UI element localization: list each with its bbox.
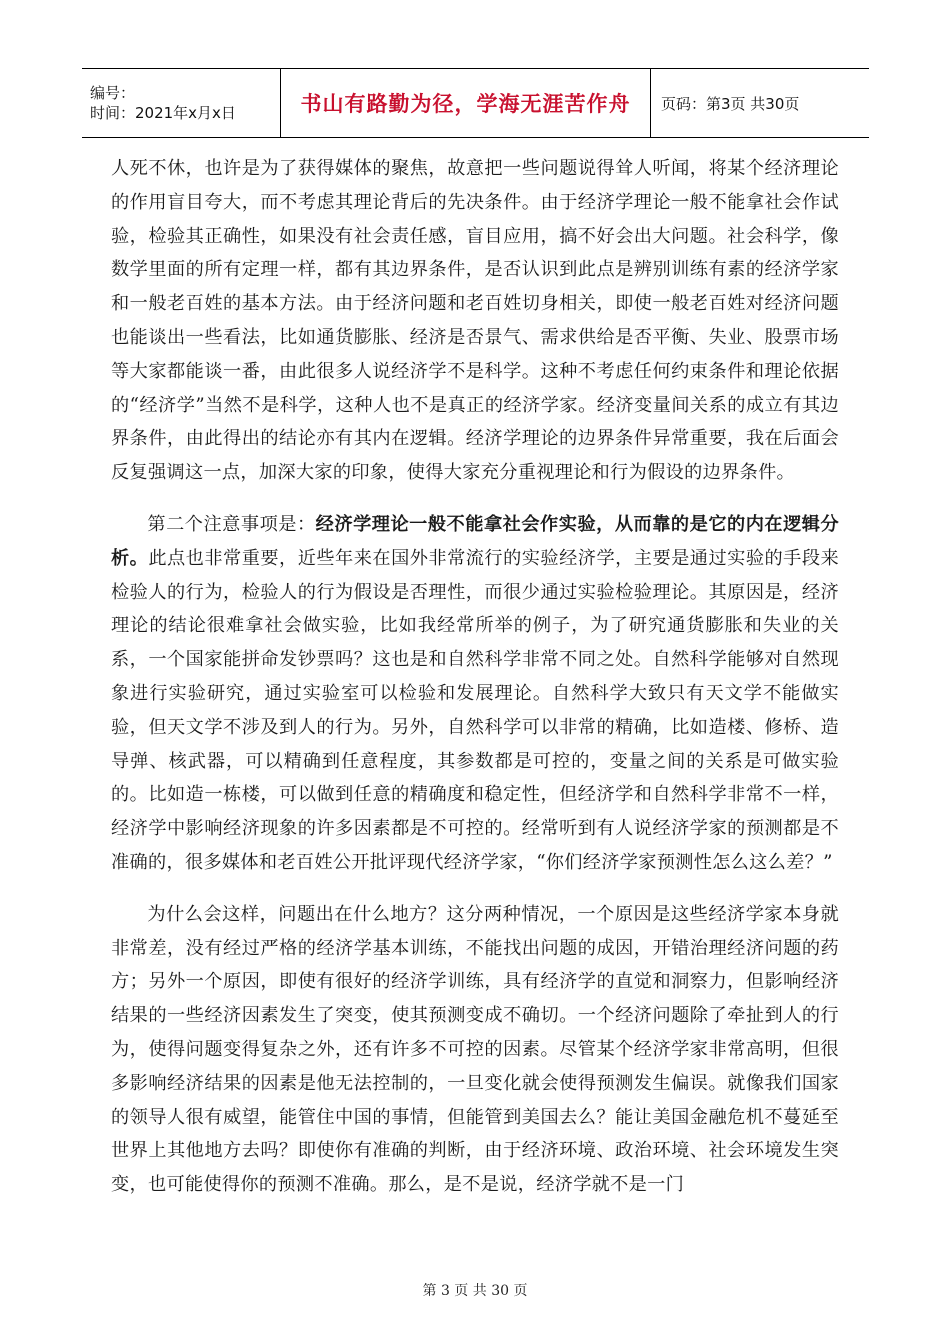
paragraph-2-rest: 此点也非常重要，近些年来在国外非常流行的实验经济学，主要是通过实验的手段来检验人的行为，检验人的行为假设是否理性，而很少通过实验检验理论。其原因是，经济理论的结论很难拿社会做实验，比如我经常所举的例子，为了研究通货膨胀和失业的关系，一个国家能拼命发钞票吗？这也是和自然科学非常不同之处。自然科学能够对自然现象进行实验研究，通过实验室可以检验和发展理论。自然科学大致只有天文学不能做实验，但天文学不涉及到人的行为。另外，自然科学可以非常的精确，比如造楼、修桥、造导弹、核武器，可以精确到任意程度，其参数都是可控的，变量之间的关系是可做实验的。比如造一栋楼，可以做到任意的精确度和稳定性，但经济学和自然科学非常不一样，经济学中影响经济现象的许多因素都是不可控的。经常听到有人说经济学家的预测都是不准确的，很多媒体和老百姓公开批评现代经济学家，“你们经济学家预测性怎么这么差？” — [111, 547, 839, 873]
header-page-number: 页码：第3页 共30页 — [661, 94, 800, 113]
paragraph-2-lead: 第二个注意事项是： — [147, 513, 316, 535]
paragraph-2-emphasis: 经济学理论一般不能拿社会作实验，从而靠的是它的内在逻辑分析。 — [111, 513, 839, 569]
document-body — [111, 152, 839, 1220]
page-header — [82, 68, 869, 138]
footer-page-number: 第 3 页 共 30 页 — [422, 1283, 528, 1299]
page-footer — [0, 1280, 950, 1300]
document-number-label: 编号： — [90, 84, 136, 102]
header-page-cell — [651, 69, 869, 137]
header-motto-cell — [280, 69, 651, 137]
document-date-label: 时间：2021年x月x日 — [90, 104, 236, 122]
paragraph-3: 为什么会这样，问题出在什么地方？这分两种情况，一个原因是这些经济学家本身就非常差，没有经过严格的经济学基本训练，不能找出问题的成因，开错治理经济问题的药方；另外一个原因，即使有很好的经济学训练，具有经济学的直觉和洞察力，但影响经济结果的一些经济因素发生了突变，使其预测变成不确切。一个经济问题除了牵扯到人的行为，使得问题变得复杂之外，还有许多不可控的因素。尽管某个经济学家非常高明，但很多影响经济结果的因素是他无法控制的，一旦变化就会使得预测发生偏误。就像我们国家的领导人很有威望，能管住中国的事情，但能管到美国去么？能让美国金融危机不蔓延至世界上其他地方去吗？即使你有准确的判断，由于经济环境、政治环境、社会环境发生突变，也可能使得你的预测不准确。那么，是不是说，经济学就不是一门 — [111, 903, 839, 1196]
paragraph-2 — [111, 508, 839, 880]
header-meta — [82, 69, 280, 137]
header-motto: 书山有路勤为径，学海无涯苦作舟 — [300, 92, 631, 116]
paragraph-1: 人死不休，也许是为了获得媒体的聚焦，故意把一些问题说得耸人听闻，将某个经济理论的作用盲目夸大，而不考虑其理论背后的先决条件。由于经济学理论一般不能拿社会作试验，检验其正确性，如果没有社会责任感，盲目应用，搞不好会出大问题。社会科学，像数学里面的所有定理一样，都有其边界条件，是否认识到此点是辨别训练有素的经济学家和一般老百姓的基本方法。由于经济问题和老百姓切身相关，即使一般老百姓对经济问题也能谈出一些看法，比如通货膨胀、经济是否景气、需求供给是否平衡、失业、股票市场等大家都能谈一番，由此很多人说经济学不是科学。这种不考虑任何约束条件和理论依据的“经济学”当然不是科学，这种人也不是真正的经济学家。经济变量间关系的成立有其边界条件，由此得出的结论亦有其内在逻辑。经济学理论的边界条件异常重要，我在后面会反复强调这一点，加深大家的印象，使得大家充分重视理论和行为假设的边界条件。 — [111, 158, 839, 484]
